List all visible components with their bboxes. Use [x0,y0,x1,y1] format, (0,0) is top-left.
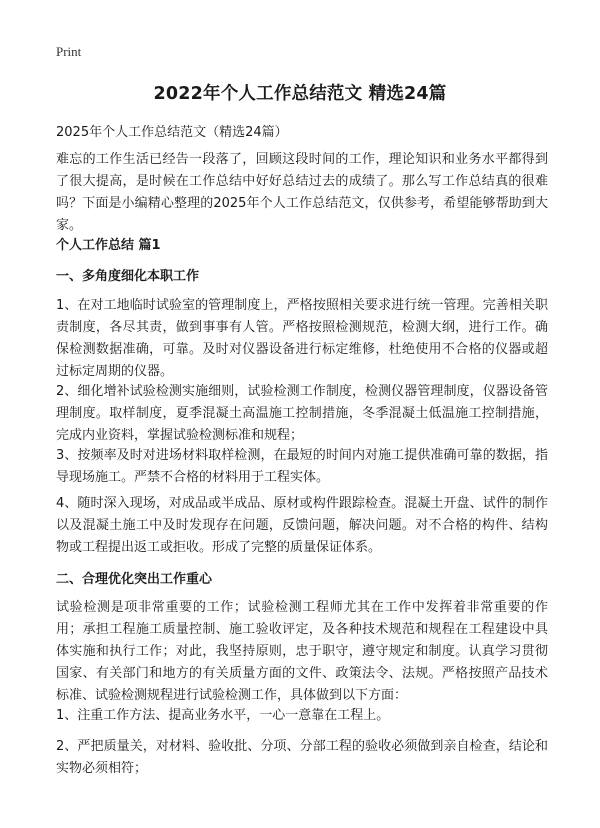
list-item: 3、按频率及时对进场材料取样检测，在最短的时间内对施工提供准确可靠的数据，指导现场施工。严禁不合格的材料用于工程实体。 [56,448,548,485]
intro-paragraph: 难忘的工作生活已经告一段落了，回顾这段时间的工作，理论知识和业务水平都得到了很大提高，是时候在工作总结中好好总结过去的成绩了。那么写工作总结真的很难吗？下面是小编精心整理的2025年个人工作总结范文，仅供参考，希望能够帮助到大家。 [56,152,548,233]
list-item: 2、严把质量关，对材料、验收批、分项、分部工程的验收必须做到亲自检查，结论和实物必须相符； [56,739,548,776]
list-item: 1、在对工地临时试验室的管理制度上，严格按照相关要求进行统一管理。完善相关职责制度，各尽其责，做到事事有人管。严格按照检测规范，检测大纲，进行工作。确保检测数据准确，可靠。及时对仪器设备进行标定维修，杜绝使用不合格的仪器或超过标定周期的仪器。 [56,298,548,379]
list-item: 2、细化增补试验检测实施细则，试验检测工作制度，检测仪器管理制度，仪器设备管理制度。取样制度，夏季混凝土高温施工控制措施，冬季混凝土低温施工控制措施，完成内业资料，掌握试验检测标准和规程； [56,384,548,443]
document-title: 2022年个人工作总结范文 精选24篇 [153,84,447,104]
document-subtitle: 2025年个人工作总结范文（精选24篇） [56,125,288,140]
list-item: 1、注重工作方法、提高业务水平，一心一意靠在工程上。 [56,708,390,723]
body-paragraph: 试验检测是项非常重要的工作；试验检测工程师尤其在工作中发挥着非常重要的作用；承担工程施工质量控制、施工验收评定，及各种技术规范和规程在工程建设中具体实施和执行工作；对此，我坚持原则，忠于职守，遵守规定和制度。认真学习贯彻国家、有关部门和地方的有关质量方面的文件、政策法令、法规。严格按照产品技术标准、试验检测规程进行试验检测工作，具体做到以下方面： [56,600,548,703]
list-item: 4、随时深入现场，对成品或半成品、原材或构件跟踪检查。混凝土开盘、试件的制作以及混凝土施工中及时发现存在问题，反馈问题，解决问题。对不合格的构件、结构物或工程提出返工或拒收。形成了完整的质量保证体系。 [56,496,548,555]
heading-2: 二、合理优化突出工作重心 [56,572,213,587]
print-link[interactable]: Print [56,44,82,59]
heading-1: 一、多角度细化本职工作 [56,269,200,284]
section-title: 个人工作总结 篇1 [56,238,161,253]
